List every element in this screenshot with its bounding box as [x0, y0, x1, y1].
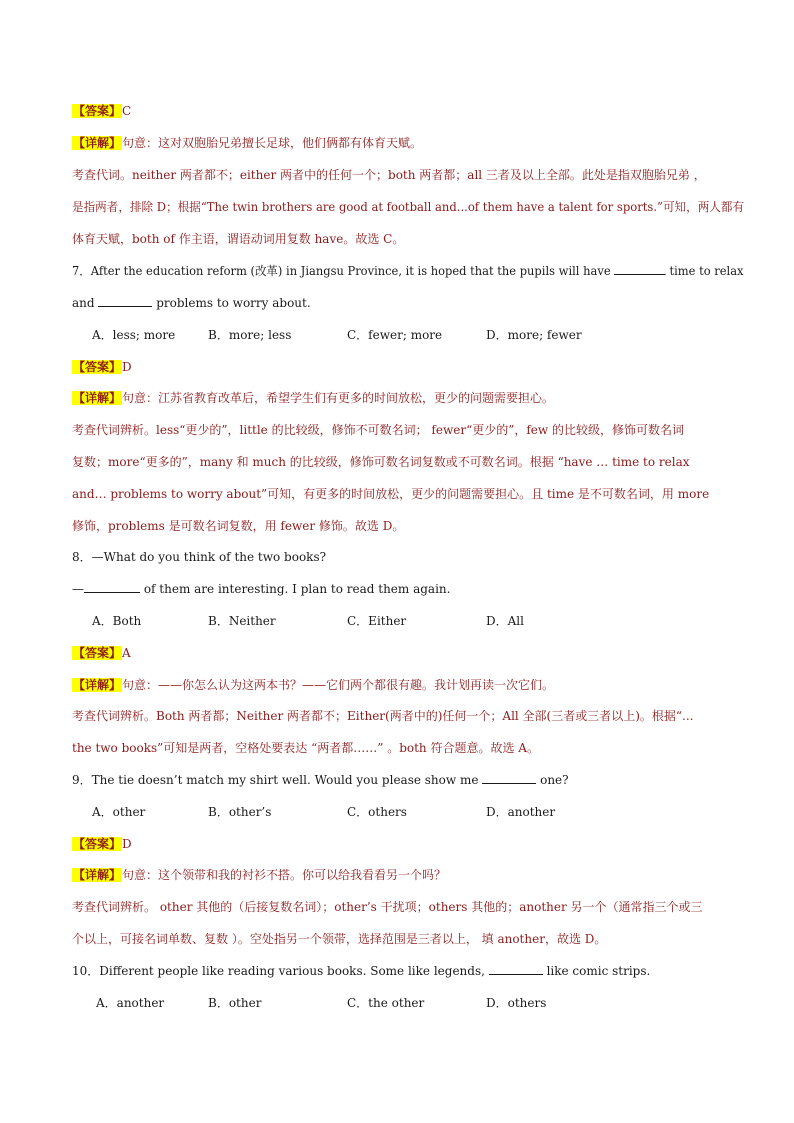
q9-answer-line: [72, 836, 132, 852]
q6-explanation-1: 考查代词。neither 两者都不；either 两者中的任何一个；both 两者都；all 三者及以上全部。此处是指双胞胎兄弟 ，: [72, 168, 706, 182]
q7-blank-2: [98, 295, 152, 307]
answer-tag: 【答案】: [73, 646, 122, 660]
q7-stem-line-2: [72, 295, 311, 311]
q8-option-a: A．Both: [92, 614, 142, 628]
q9-stem-line-1: [72, 772, 569, 788]
q7-option-a: A．less; more: [92, 328, 176, 342]
q9-answer: D: [122, 837, 132, 851]
q8-stem-2b: of them are interesting. I plan to read them again.: [140, 582, 451, 596]
detail-tag: 【详解】: [73, 391, 122, 405]
q10-option-b: B．other: [208, 996, 262, 1010]
answer-tag: 【答案】: [73, 104, 122, 118]
q9-explanation-2: 个以上，可接名词单数、复数 ）。空处指另一个领带，选择范围是三者以上， 填 another，故选 D。: [72, 932, 607, 946]
q8-detail: 句意：——你怎么认为这两本书？——它们两个都很有趣。我计划再读一次它们。: [122, 678, 555, 692]
answer-tag: 【答案】: [73, 360, 122, 374]
q6-answer-line: [72, 103, 131, 119]
q9-detail-line: [72, 867, 446, 883]
q8-explanation-1: 考查代词辨析。Both 两者都；Neither 两者都不；Either(两者中的)任何一个；All 全部(三者或三者以上)。根据“...: [72, 709, 694, 723]
q9-stem-1a: 9．The tie doesn’t match my shirt well. Would you please show me: [72, 773, 483, 787]
q7-option-d: D．more; fewer: [486, 328, 582, 342]
q7-answer: D: [122, 360, 132, 374]
q6-answer: C: [122, 104, 132, 118]
q7-stem-1b: time to relax: [665, 264, 744, 278]
q8-option-c: C．Either: [347, 614, 407, 628]
q7-option-b: B．more; less: [208, 328, 292, 342]
q9-option-a: A．other: [92, 805, 146, 819]
q9-option-b: B．other’s: [208, 805, 272, 819]
answer-tag: 【答案】: [73, 837, 122, 851]
q7-option-c: C．fewer; more: [347, 328, 443, 342]
q7-stem-2b: problems to worry about.: [152, 296, 311, 310]
q7-detail-line: [72, 390, 554, 406]
q6-detail: 句意：这对双胞胎兄弟擅长足球，他们俩都有体育天赋。: [122, 136, 423, 150]
q10-option-a: A．another: [96, 996, 165, 1010]
q8-stem-line-2: [72, 581, 450, 597]
q10-option-d: D．others: [486, 996, 547, 1010]
q6-detail-line: [72, 135, 422, 151]
q8-stem-2a: —: [72, 582, 84, 596]
q10-blank: [489, 963, 543, 975]
q6-explanation-3: 体育天赋，both of 作主语，谓语动词用复数 have。故选 C。: [72, 232, 405, 246]
q9-option-d: D．another: [486, 805, 556, 819]
detail-tag: 【详解】: [73, 136, 122, 150]
q8-answer: A: [122, 646, 131, 660]
q7-stem-2a: and: [72, 296, 99, 310]
q8-option-b: B．Neither: [208, 614, 276, 628]
q7-stem-1a: 7．After the education reform (改革) in Jiangsu Province, it is hoped that the pupils will have: [72, 264, 615, 278]
q9-explanation-1: 考查代词辨析。 other 其他的（后接复数名词）；other’s 干扰项；others 其他的；another 另一个（通常指三个或三: [72, 900, 703, 914]
q8-stem-line-1: 8．—What do you think of the two books?: [72, 550, 327, 564]
q9-detail: 句意：这个领带和我的衬衫不搭。你可以给我看看另一个吗？: [122, 868, 447, 882]
q10-stem-1a: 10．Different people like reading various books. Some like legends,: [72, 964, 489, 978]
q8-explanation-2: the two books”可知是两者，空格处要表达 “两者都……” 。both 符合题意。故选 A。: [72, 741, 539, 755]
q8-blank: [84, 581, 140, 593]
q8-detail-line: [72, 677, 554, 693]
q9-option-c: C．others: [347, 805, 407, 819]
q8-answer-line: [72, 645, 131, 661]
q7-blank-1: [614, 263, 666, 275]
q10-stem-1b: like comic strips.: [542, 964, 651, 978]
q9-stem-1b: one?: [536, 773, 569, 787]
q7-explanation-4: 修饰，problems 是可数名词复数，用 fewer 修饰。故选 D。: [72, 519, 405, 533]
detail-tag: 【详解】: [73, 868, 122, 882]
q10-stem-line-1: [72, 963, 650, 979]
q7-answer-line: [72, 359, 132, 375]
q8-option-d: D．All: [486, 614, 524, 628]
q6-explanation-2: 是指两者，排除 D；根据“The twin brothers are good at football and...of them have a talent for sports.”可知，两人都有: [72, 200, 745, 214]
q7-stem-line-1: [72, 263, 744, 279]
q7-explanation-1: 考查代词辨析。less“更少的”，little 的比较级，修饰不可数名词； fewer“更少的”，few 的比较级，修饰可数名词: [72, 423, 684, 437]
q9-blank: [482, 772, 536, 784]
q10-option-c: C．the other: [347, 996, 425, 1010]
detail-tag: 【详解】: [73, 678, 122, 692]
q7-explanation-2: 复数；more“更多的”，many 和 much 的比较级，修饰可数名词复数或不可数名词。根据 “have … time to relax: [72, 455, 690, 469]
q7-explanation-3: and… problems to worry about”可知，有更多的时间放松，更少的问题需要担心。且 time 是不可数名词，用 more: [72, 487, 710, 501]
q7-detail: 句意：江苏省教育改革后，希望学生们有更多的时间放松，更少的问题需要担心。: [122, 391, 555, 405]
